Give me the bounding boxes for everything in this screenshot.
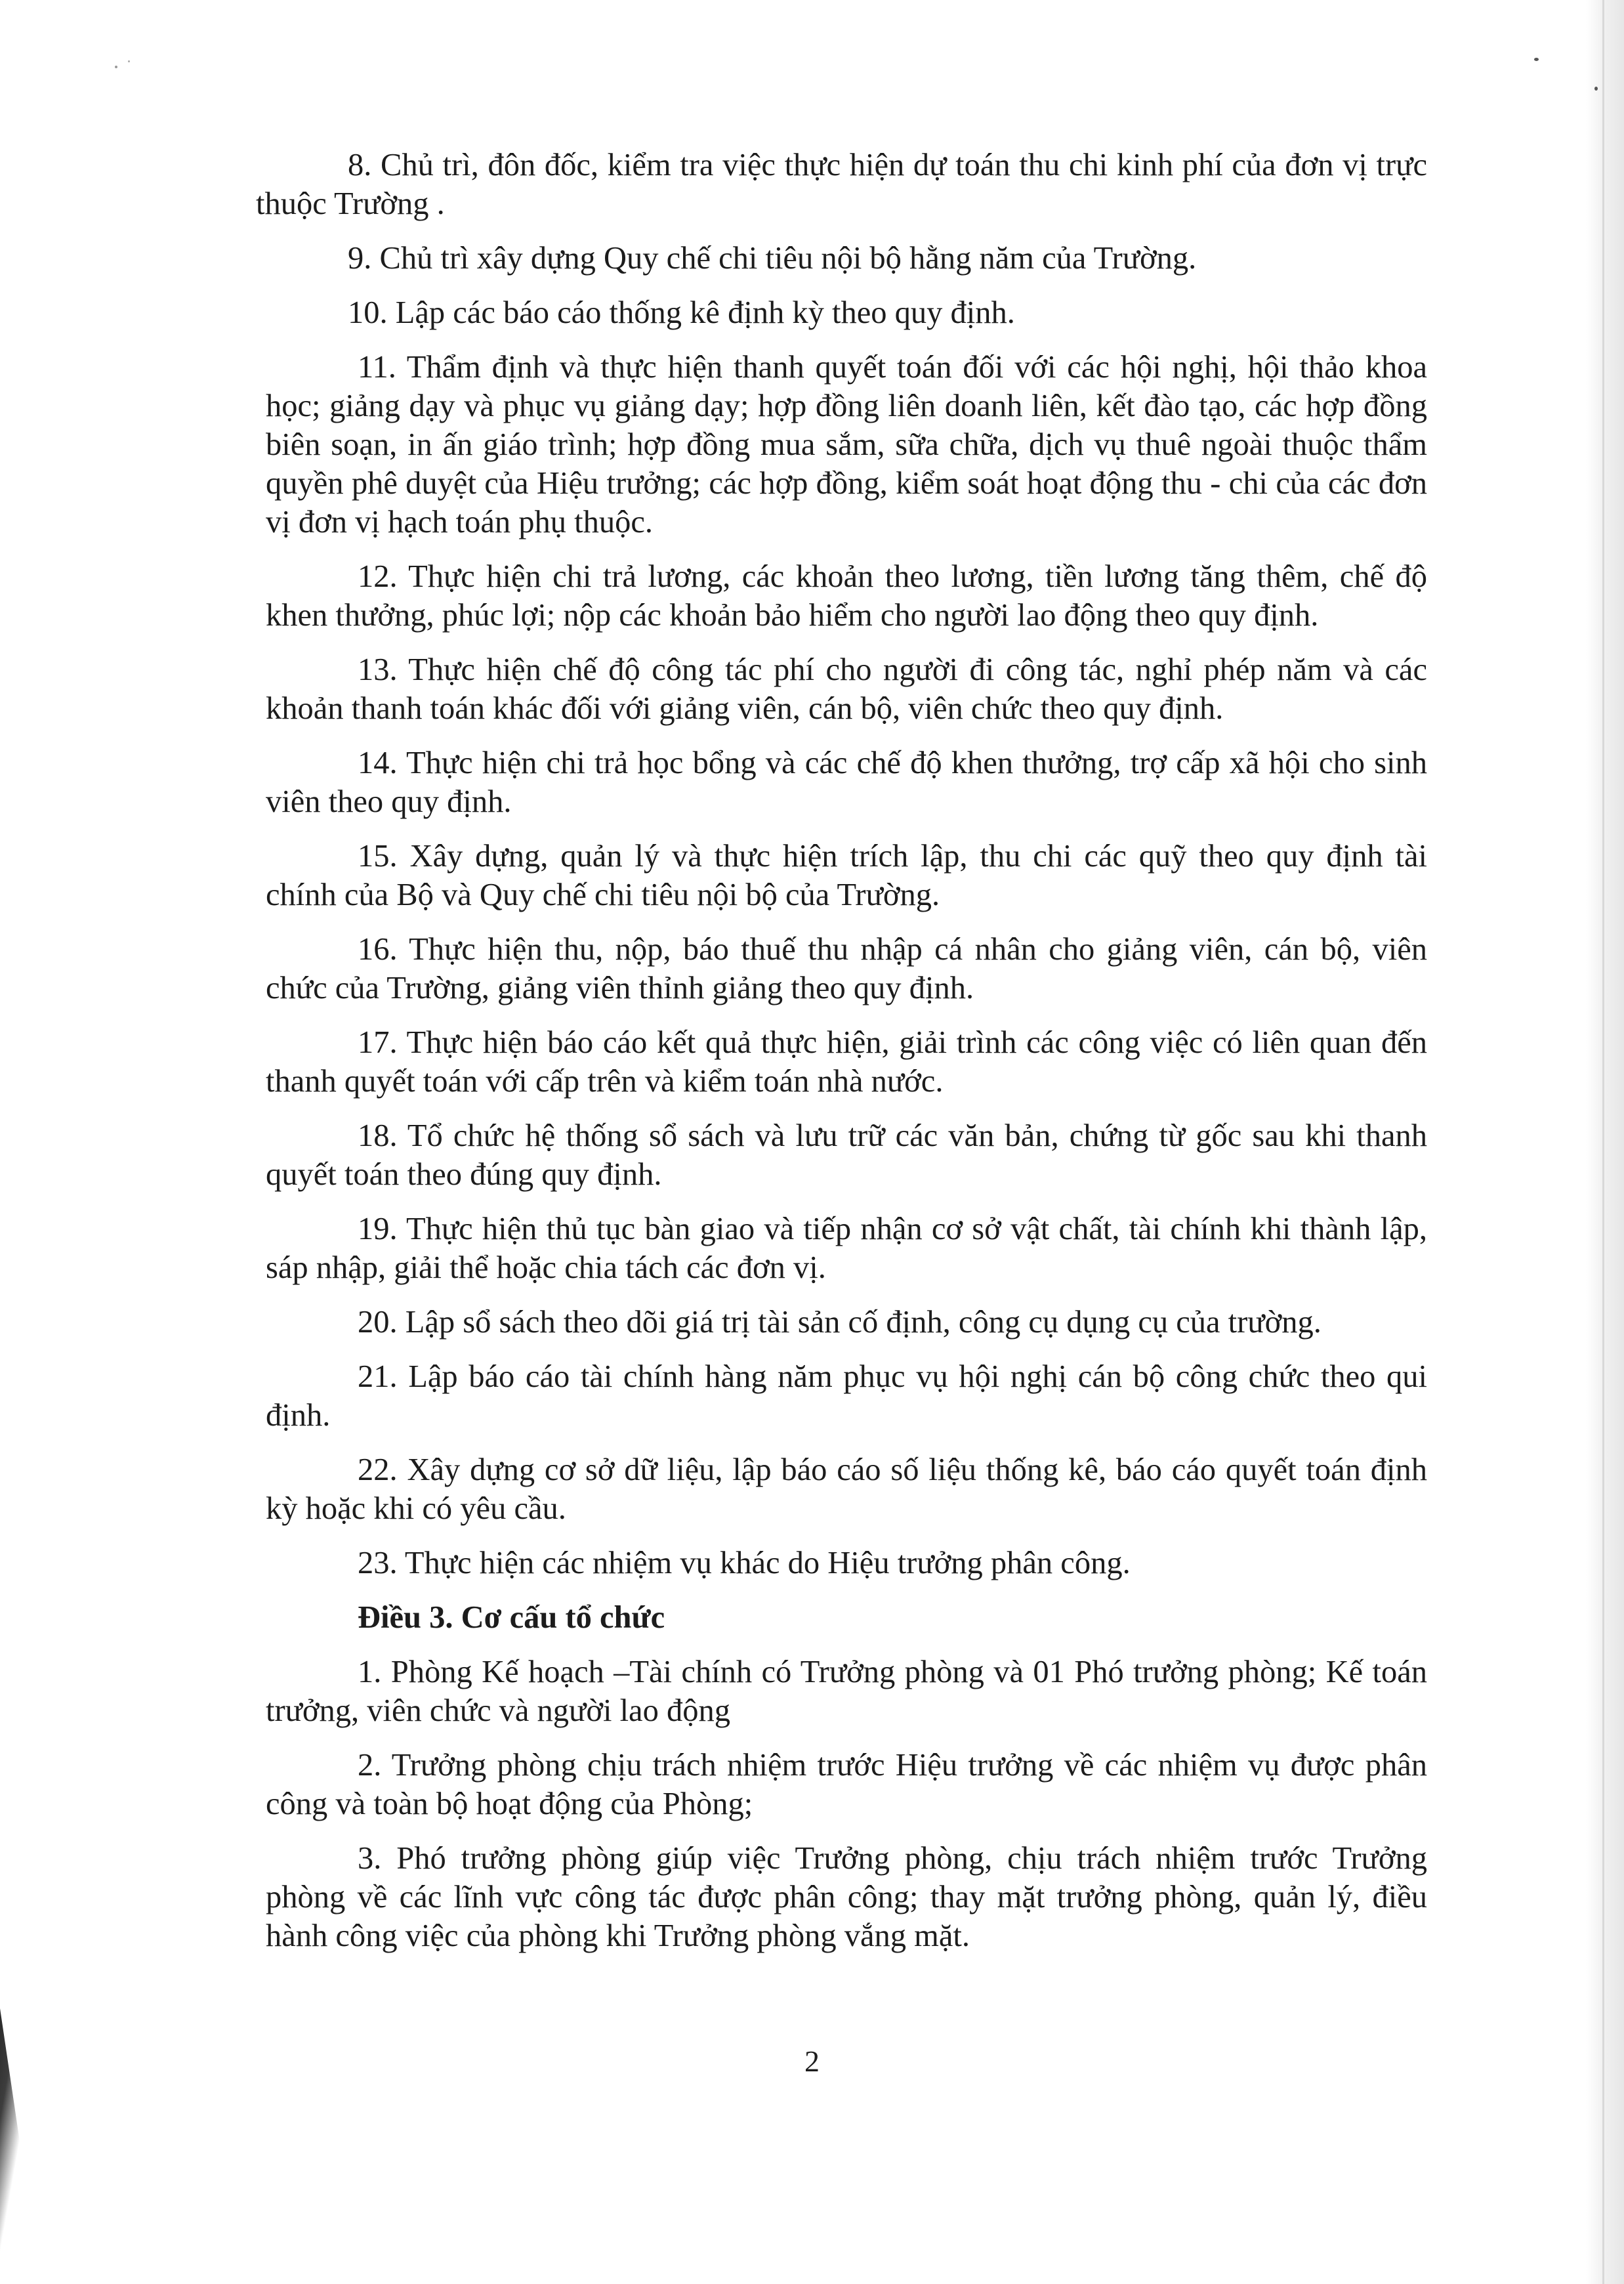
scan-speck [128, 60, 130, 62]
duty-item-9: 9. Chủ trì xây dựng Quy chế chi tiêu nội bộ hằng năm của Trường. [348, 241, 1197, 276]
duty-item-21: 21. Lập báo cáo tài chính hàng năm phục vụ hội nghị cán bộ công chức theo qui định. [266, 1359, 1427, 1433]
duty-item-13: 13. Thực hiện chế độ công tác phí cho người đi công tác, nghỉ phép năm và các khoản thanh toán khác đối với giảng viên, cán bộ, viên chức theo quy định. [266, 652, 1427, 726]
article-3-paragraph-3: 3. Phó trưởng phòng giúp việc Trưởng phòng, chịu trách nhiệm trước Trưởng phòng về các lĩnh vực công tác được phân công; thay mặt trưởng phòng, quản lý, điều hành công việc của phòng khi Trưởng phòng vắng mặt. [266, 1841, 1427, 1953]
duty-item-10: 10. Lập các báo cáo thống kê định kỳ theo quy định. [348, 295, 1015, 330]
duty-item-14: 14. Thực hiện chi trả học bổng và các chế độ khen thưởng, trợ cấp xã hội cho sinh viên theo quy định. [266, 746, 1427, 819]
scan-edge-line [1602, 0, 1604, 2284]
duty-item-11: 11. Thẩm định và thực hiện thanh quyết toán đối với các hội nghị, hội thảo khoa học; giảng dạy và phục vụ giảng dạy; hợp đồng liên doanh liên, kết đào tạo, các hợp đồng biên soạn, in ấn giáo trình; hợp đồng mua sắm, sữa chữa, dịch vụ thuê ngoài thuộc thẩm quyền phê duyệt của Hiệu trưởng; các hợp đồng, kiểm soát hoạt động thu - chi của các đơn vị đơn vị hạch toán phụ thuộc. [266, 350, 1427, 539]
duty-item-16: 16. Thực hiện thu, nộp, báo thuế thu nhập cá nhân cho giảng viên, cán bộ, viên chức của Trường, giảng viên thỉnh giảng theo quy định. [266, 932, 1427, 1005]
document-body [256, 146, 1427, 1971]
duty-item-12: 12. Thực hiện chi trả lương, các khoản theo lương, tiền lương tăng thêm, chế độ khen thưởng, phúc lợi; nộp các khoản bảo hiểm cho người lao động theo quy định. [266, 559, 1427, 633]
article-3-paragraph-2: 2. Trưởng phòng chịu trách nhiệm trước Hiệu trưởng về các nhiệm vụ được phân công và toàn bộ hoạt động của Phòng; [266, 1748, 1427, 1821]
article-3-paragraph-1: 1. Phòng Kế hoạch –Tài chính có Trưởng phòng và 01 Phó trưởng phòng; Kế toán trưởng, viên chức và người lao động [266, 1655, 1427, 1728]
scan-speck [1594, 87, 1598, 91]
scan-speck [1534, 58, 1539, 61]
duty-item-15: 15. Xây dựng, quản lý và thực hiện trích lập, thu chi các quỹ theo quy định tài chính của Bộ và Quy chế chi tiêu nội bộ của Trường. [266, 839, 1427, 912]
duty-item-22: 22. Xây dựng cơ sở dữ liệu, lập báo cáo số liệu thống kê, báo cáo quyết toán định kỳ hoặc khi có yêu cầu. [266, 1452, 1427, 1526]
duty-item-23: 23. Thực hiện các nhiệm vụ khác do Hiệu trưởng phân công. [358, 1546, 1131, 1580]
article-3-heading: Điều 3. Cơ cấu tổ chức [358, 1600, 665, 1635]
duty-item-8: 8. Chủ trì, đôn đốc, kiểm tra việc thực hiện dự toán thu chi kinh phí của đơn vị trực thuộc Trường . [256, 148, 1427, 221]
duty-item-19: 19. Thực hiện thủ tục bàn giao và tiếp nhận cơ sở vật chất, tài chính khi thành lập, sáp nhập, giải thể hoặc chia tách các đơn vị. [266, 1212, 1427, 1285]
duty-item-18: 18. Tổ chức hệ thống sổ sách và lưu trữ các văn bản, chứng từ gốc sau khi thanh quyết toán theo đúng quy định. [266, 1118, 1427, 1192]
page-number: 2 [804, 2044, 820, 2078]
duty-item-20: 20. Lập sổ sách theo dõi giá trị tài sản cố định, công cụ dụng cụ của trường. [358, 1305, 1322, 1340]
duty-item-17: 17. Thực hiện báo cáo kết quả thực hiện, giải trình các công việc có liên quan đến thanh quyết toán với cấp trên và kiểm toán nhà nước. [266, 1025, 1427, 1099]
scan-speck [115, 66, 117, 68]
scan-page-edge [1586, 0, 1624, 2284]
